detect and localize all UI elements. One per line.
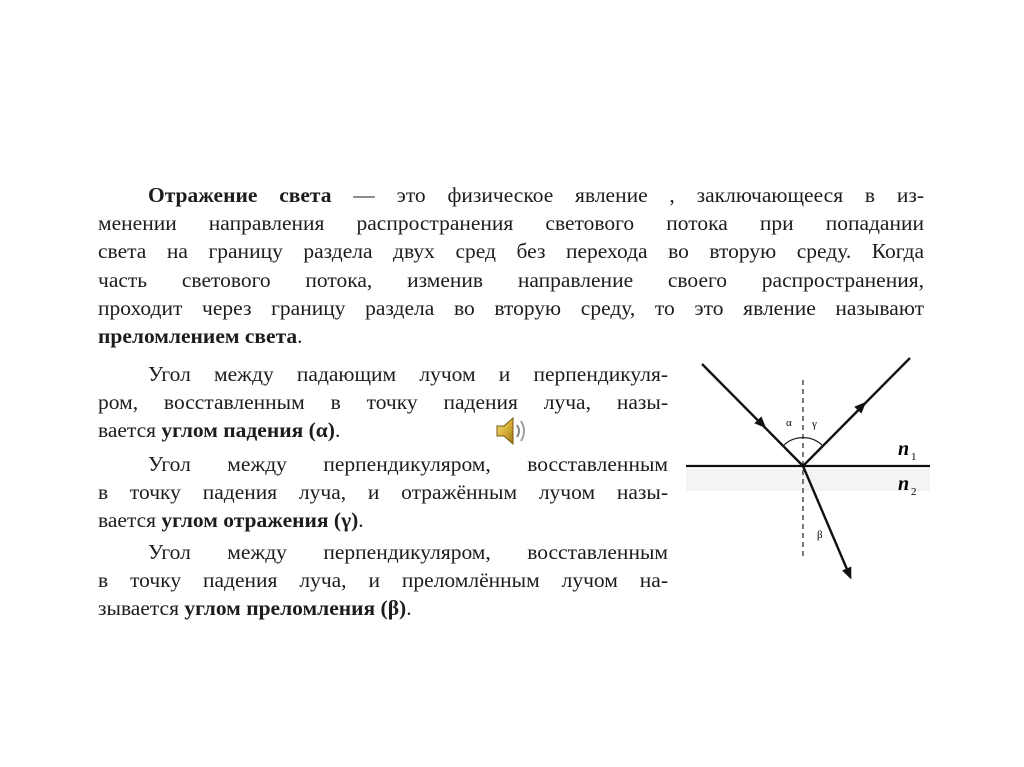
paragraph-line: часть светового потока, изменив направление своего распространения, [98,267,924,292]
definition-paragraph [98,181,924,350]
reflected-ray-arrow [803,406,862,466]
ray-diagram [686,348,936,588]
speaker-icon-graphic [494,414,530,448]
angle-of-reflection-paragraph [98,450,668,535]
alpha-label: α [786,417,792,429]
paragraph-line: вается углом отражения (γ). [98,508,364,533]
paragraph-line: в точку падения луча, и преломлённым лучом на- [98,568,668,593]
paragraph-line: в точку падения луча, и отражённым лучом назы- [98,480,668,505]
term-refraction: преломлением света [98,324,298,349]
paragraph-line: ром, восставленным в точку падения луча, назы- [98,390,668,415]
n2-label: n [898,473,910,495]
term-angle-of-incidence: углом падения [161,418,304,443]
angle-of-incidence-paragraph [98,360,668,445]
paragraph-line: зывается углом преломления (β). [98,596,412,621]
n1-label: n [898,438,910,460]
angle-of-refraction-paragraph [98,538,668,623]
term-angle-of-reflection: углом отражения [161,508,329,533]
beta-label: β [817,529,823,541]
reflected-ray [803,358,910,466]
speaker-icon[interactable] [494,414,530,448]
paragraph-line: вается углом падения (α). [98,418,341,443]
paragraph-line: света на границу раздела двух сред без перехода во вторую среду. Когда [98,239,924,264]
term-angle-of-refraction: углом преломления [184,596,376,621]
paragraph-line: Угол между падающим лучом и перпендикуля- [148,362,668,386]
term-reflection: Отражение света [148,183,332,207]
paragraph-line: Угол между перпендикуляром, восставленным [148,452,668,476]
paragraph-line: Отражение света — это физическое явление , заключающееся в из- [148,183,924,207]
paragraph-line: проходит через границу раздела во вторую среду, то это явление называют [98,295,924,320]
incident-ray-arrow [702,364,762,424]
paragraph-line: менении направления распространения светового потока при попадании [98,211,924,236]
n2-subscript: 2 [911,486,917,498]
incident-ray [702,364,803,466]
gamma-label: γ [812,418,817,430]
paragraph-line: Угол между перпендикуляром, восставленным [148,540,668,564]
n1-subscript: 1 [911,451,917,463]
paragraph-line: преломлением света. [98,324,303,349]
